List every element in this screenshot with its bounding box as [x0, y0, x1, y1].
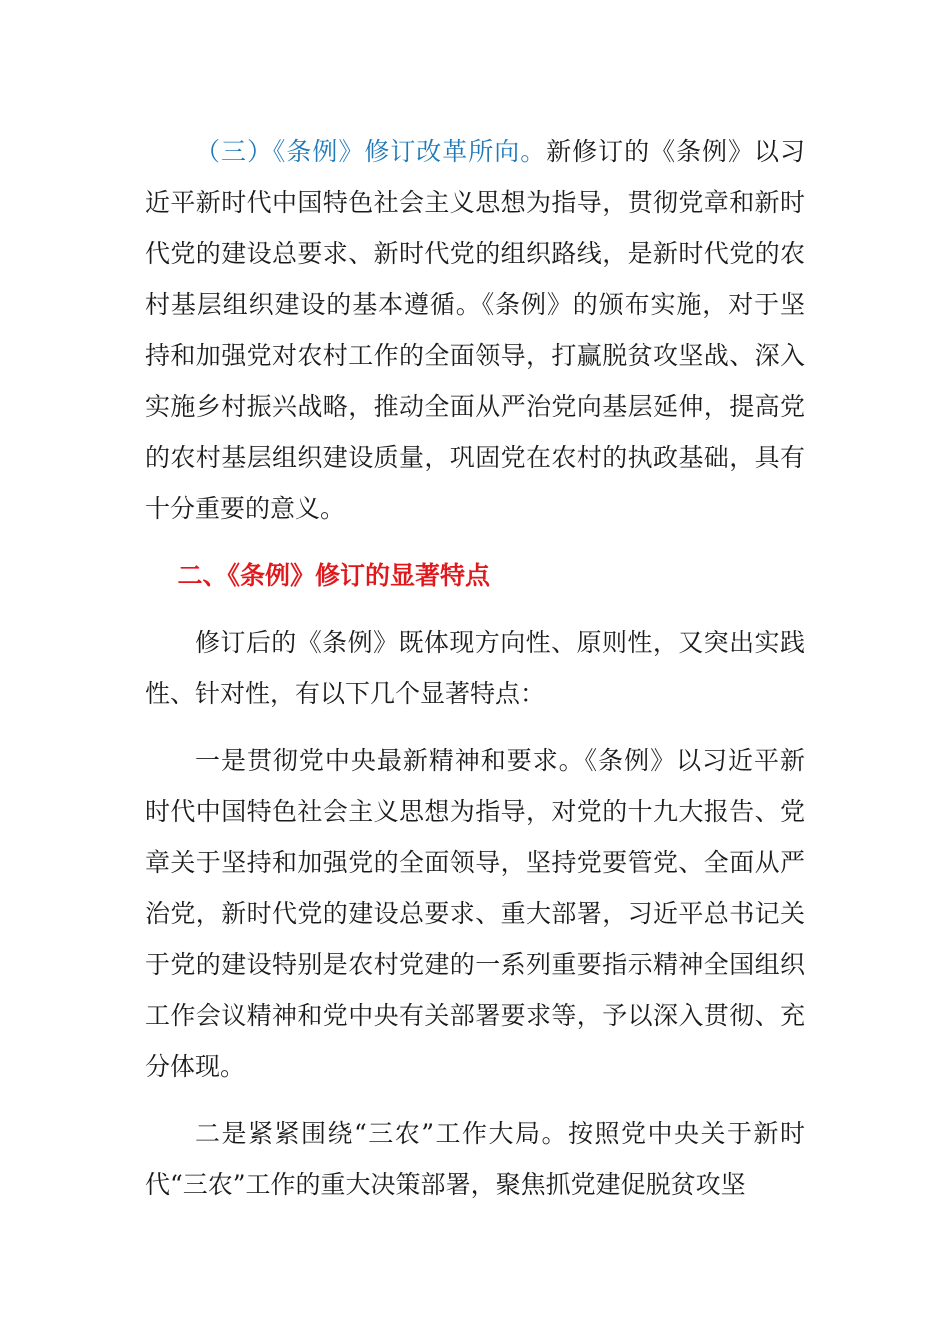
point-2-paragraph: 二是紧紧围绕“三农”工作大局。按照党中央关于新时代“三农”工作的重大决策部署，聚焦抓党建促脱贫攻坚 — [145, 1119, 805, 1199]
section-heading-2: 二、《条例》修订的显著特点 — [177, 561, 491, 590]
section-3-paragraph — [145, 126, 805, 534]
point-1-paragraph: 一是贯彻党中央最新精神和要求。《条例》以习近平新时代中国特色社会主义思想为指导，对党的十九大报告、党章关于坚持和加强党的全面领导，坚持党要管党、全面从严治党，新时代党的建设总要求、重大部署，习近平总书记关于党的建设特别是农村党建的一系列重要指示精神全国组织工作会议精神和党中央有关部署要求等，予以深入贯彻、充分体现。 — [145, 746, 805, 1081]
document-body — [145, 126, 805, 1226]
section-3-body: 新修订的《条例》以习近平新时代中国特色社会主义思想为指导，贯彻党章和新时代党的建设总要求、新时代党的组织路线，是新时代党的农村基层组织建设的基本遵循。《条例》的颁布实施，对于坚持和加强党对农村工作的全面领导，打赢脱贫攻坚战、深入实施乡村振兴战略，推动全面从严治党向基层延伸，提高党的农村基层组织建设质量，巩固党在农村的执政基础，具有十分重要的意义。 — [145, 137, 805, 523]
section-3-lead: （三）《条例》修订改革所向。 — [195, 137, 547, 166]
intro-paragraph: 修订后的《条例》既体现方向性、原则性，又突出实践性、针对性，有以下几个显著特点： — [145, 628, 805, 708]
